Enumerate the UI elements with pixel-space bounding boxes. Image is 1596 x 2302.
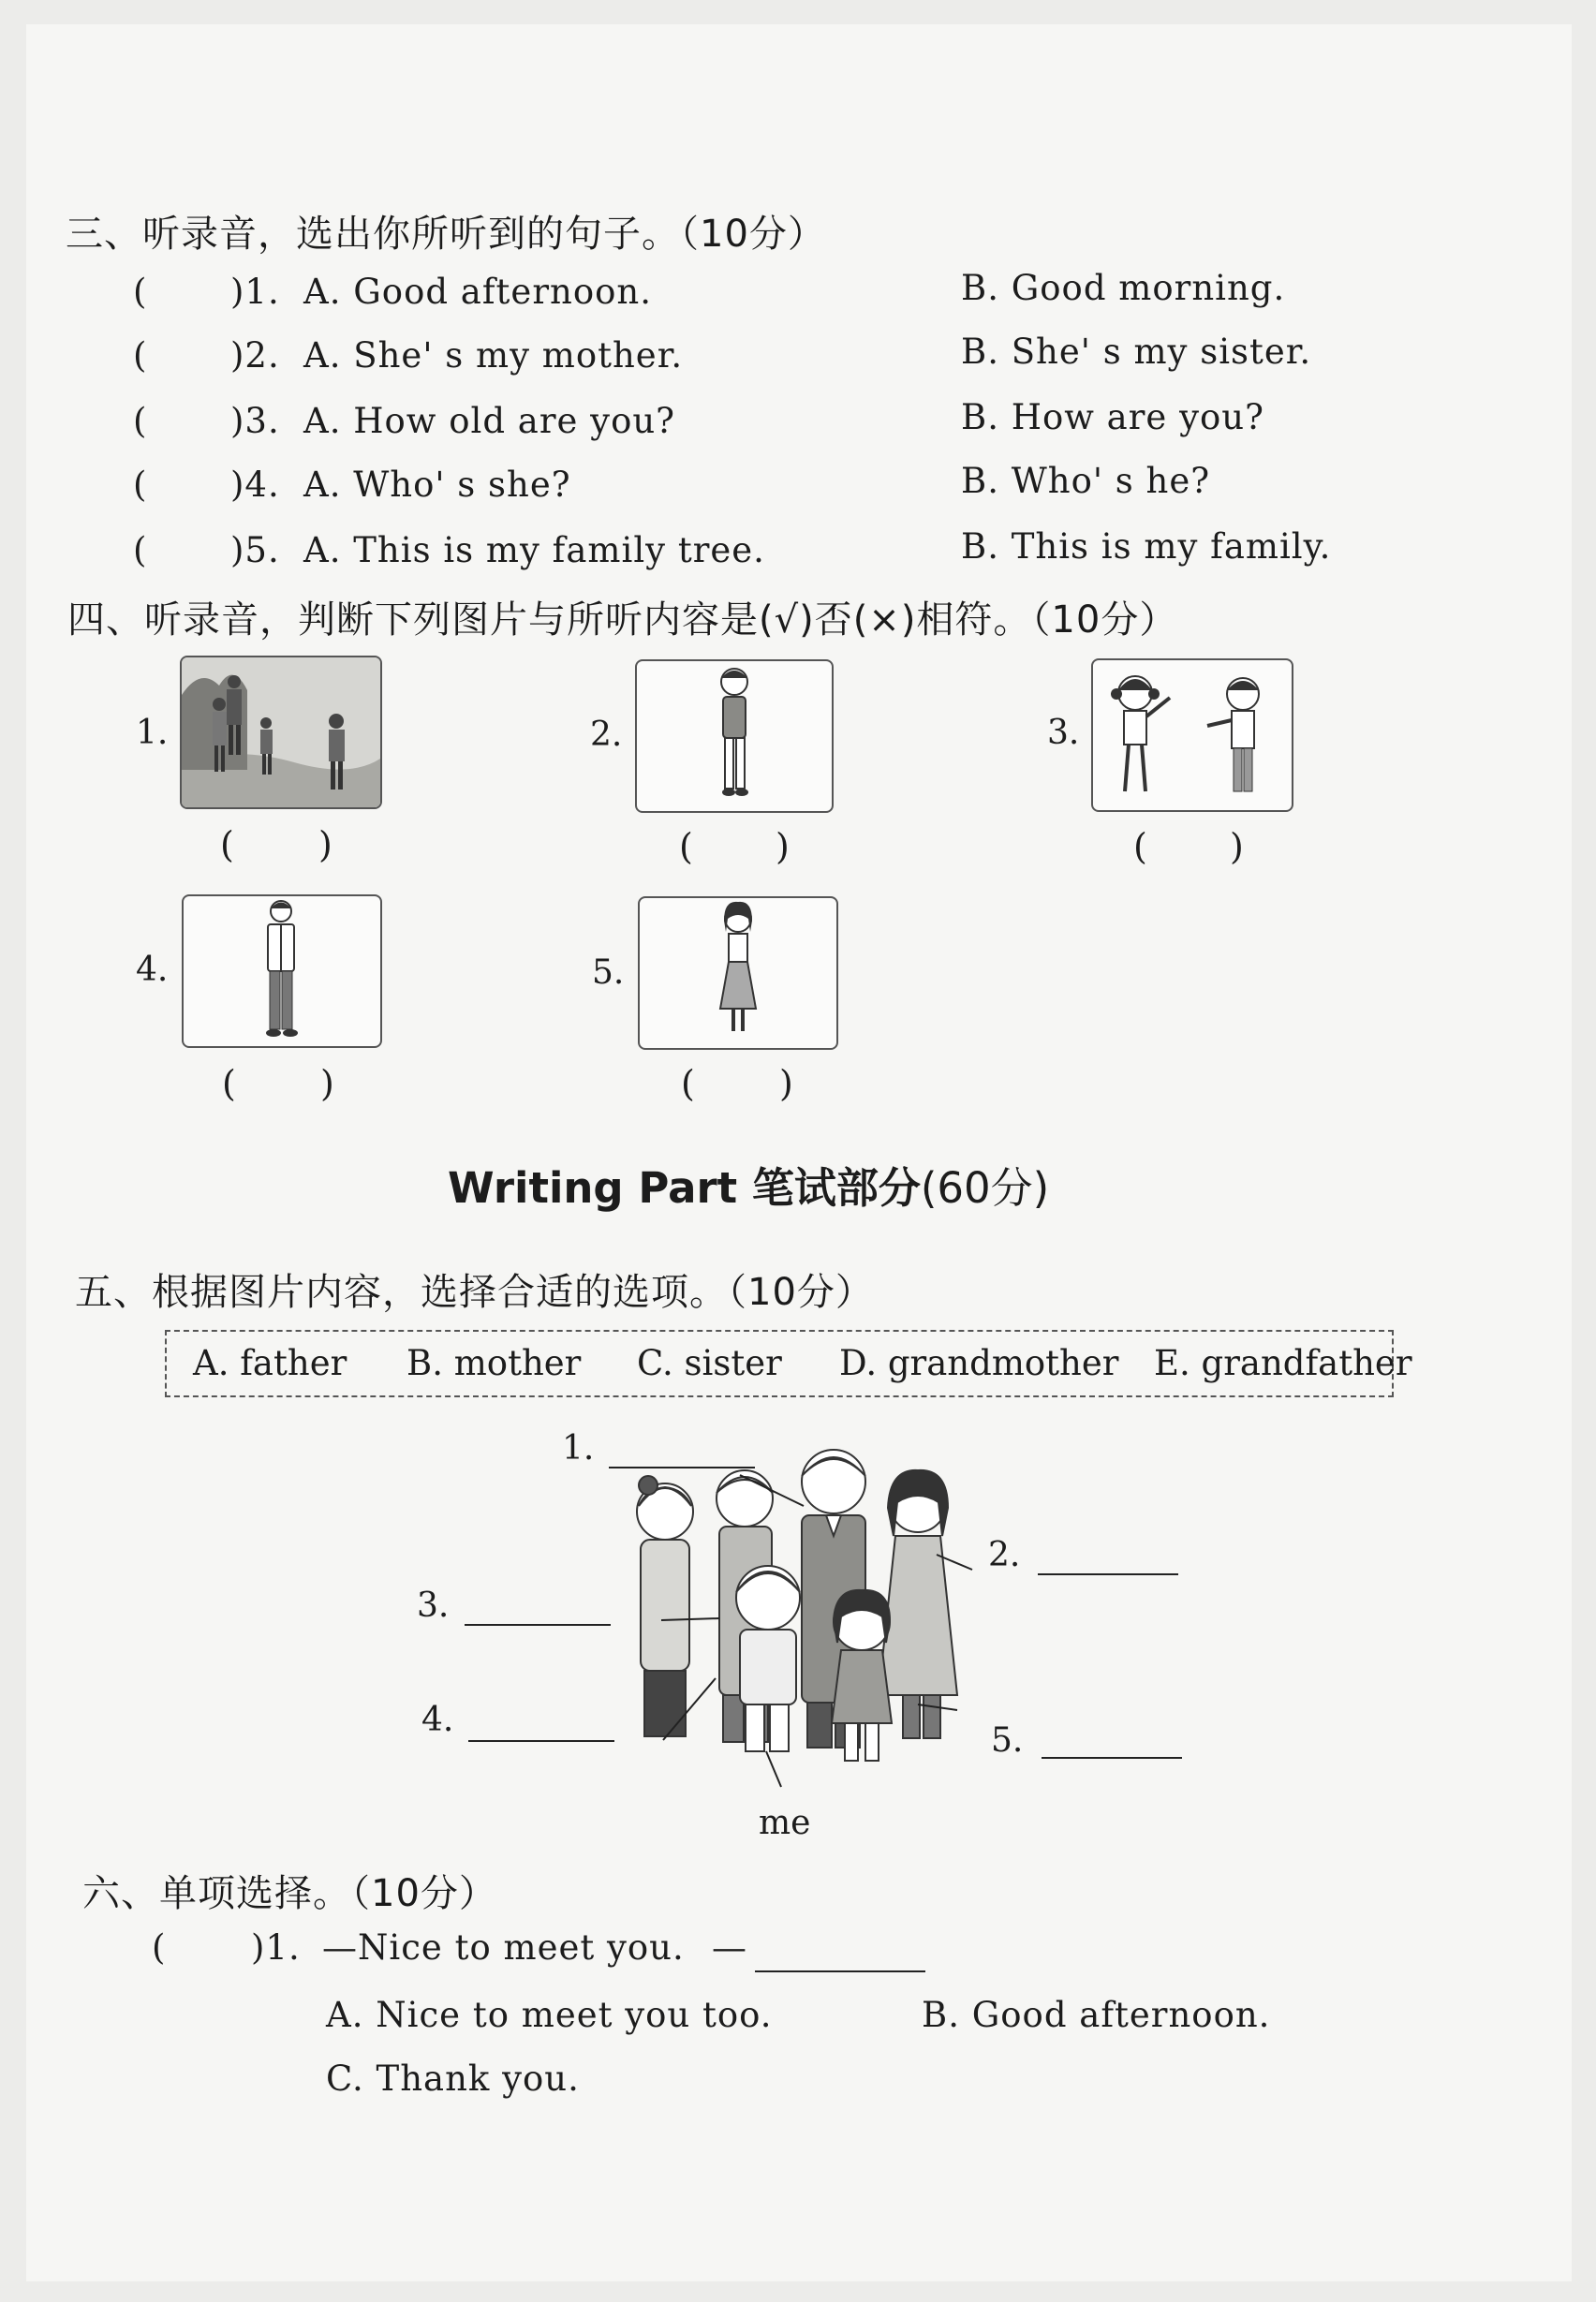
- writing-part-heading: [448, 1154, 1049, 1215]
- s3-item-number: )3.: [230, 401, 280, 441]
- label-4: 4.: [421, 1701, 454, 1739]
- blank-3[interactable]: [465, 1624, 611, 1626]
- picture-2-paren-left: (: [679, 826, 693, 867]
- man-standing-picture: [182, 894, 382, 1048]
- girl-and-boy-greeting-picture: [1091, 658, 1293, 812]
- picture-5-paren-left: (: [681, 1063, 695, 1104]
- boy-standing-picture: [635, 659, 834, 813]
- option-a: A. father: [193, 1343, 347, 1383]
- girl-in-skirt-picture: [638, 896, 838, 1050]
- picture-1-paren-right: ): [318, 824, 332, 865]
- picture-2-number: 2.: [590, 716, 623, 754]
- picture-4-paren-left: (: [222, 1063, 236, 1104]
- picture-5-paren-right: ): [779, 1063, 793, 1104]
- s3-item-paren-left: (: [133, 335, 148, 376]
- s3-option-b: B. How are you?: [961, 397, 1264, 437]
- blank-4[interactable]: [468, 1740, 614, 1742]
- family-illustration: [609, 1433, 1283, 1808]
- s3-item-paren-left: (: [133, 530, 148, 570]
- s3-item-paren-left: (: [133, 401, 148, 441]
- option-e: E. grandfather: [1154, 1343, 1412, 1383]
- s3-option-a: A. She' s my mother.: [303, 335, 684, 376]
- blank-2[interactable]: [1038, 1573, 1178, 1575]
- blank-5[interactable]: [1042, 1757, 1182, 1759]
- section-3-title: 三、听录音，选出你所听到的句子。（10分）: [66, 213, 826, 256]
- s3-option-b: B. Good morning.: [961, 268, 1286, 308]
- s3-item-number: )4.: [230, 465, 280, 505]
- picture-4-number: 4.: [136, 951, 169, 989]
- q1-option-a: A. Nice to meet you too.: [326, 1995, 773, 2035]
- s3-option-b: B. Who' s he?: [961, 461, 1211, 501]
- picture-1-number: 1.: [136, 714, 169, 752]
- writing-part-score: (60分): [920, 1163, 1050, 1213]
- q1-option-c: C. Thank you.: [326, 2059, 580, 2099]
- s3-option-a: A. How old are you?: [303, 401, 676, 441]
- q1-answer-blank[interactable]: [755, 1970, 925, 1972]
- picture-3-paren-left: (: [1133, 826, 1147, 867]
- section-5-title: 五、根据图片内容，选择合适的选项。（10分）: [75, 1271, 874, 1314]
- q1-stem: —Nice to meet you.: [322, 1927, 685, 1968]
- option-b: B. mother: [406, 1343, 582, 1383]
- q1-dash: —: [712, 1927, 747, 1968]
- s3-item-number: )1.: [230, 272, 280, 312]
- s3-item-number: )2.: [230, 335, 280, 376]
- s3-option-b: B. This is my family.: [961, 526, 1332, 567]
- writing-part-en: Writing Part: [448, 1163, 738, 1213]
- s3-item-paren-left: (: [133, 465, 148, 505]
- label-5: 5.: [991, 1721, 1024, 1760]
- label-1: 1.: [562, 1429, 595, 1468]
- blank-1[interactable]: [609, 1467, 755, 1468]
- s3-item-number: )5.: [230, 530, 280, 570]
- option-d: D. grandmother: [839, 1343, 1119, 1383]
- s3-option-a: A. Good afternoon.: [303, 272, 652, 312]
- s3-option-b: B. She' s my sister.: [961, 332, 1312, 372]
- picture-4-paren-right: ): [320, 1063, 334, 1104]
- s3-option-a: A. Who' s she?: [303, 465, 571, 505]
- options-box: [165, 1330, 1412, 1397]
- family-walking-picture: [180, 656, 382, 809]
- label-2: 2.: [988, 1536, 1021, 1574]
- section-6-title: 六、单项选择。（10分）: [82, 1872, 497, 1915]
- picture-3-number: 3.: [1047, 714, 1080, 752]
- section-4-title: 四、听录音，判断下列图片与所听内容是(√)否(×)相符。（10分）: [67, 598, 1178, 642]
- picture-5-number: 5.: [592, 953, 625, 992]
- me-label: me: [759, 1804, 811, 1842]
- q1-number: )1.: [251, 1927, 301, 1968]
- writing-part-cn: 笔试部分: [751, 1163, 921, 1213]
- picture-1-paren-left: (: [220, 824, 234, 865]
- s3-item-paren-left: (: [133, 272, 148, 312]
- s3-option-a: A. This is my family tree.: [303, 530, 765, 570]
- picture-3-paren-right: ): [1230, 826, 1244, 867]
- picture-2-paren-right: ): [776, 826, 790, 867]
- label-3: 3.: [417, 1586, 450, 1625]
- q1-option-b: B. Good afternoon.: [922, 1995, 1271, 2035]
- q1-paren-left: (: [152, 1927, 167, 1968]
- option-c: C. sister: [637, 1343, 782, 1383]
